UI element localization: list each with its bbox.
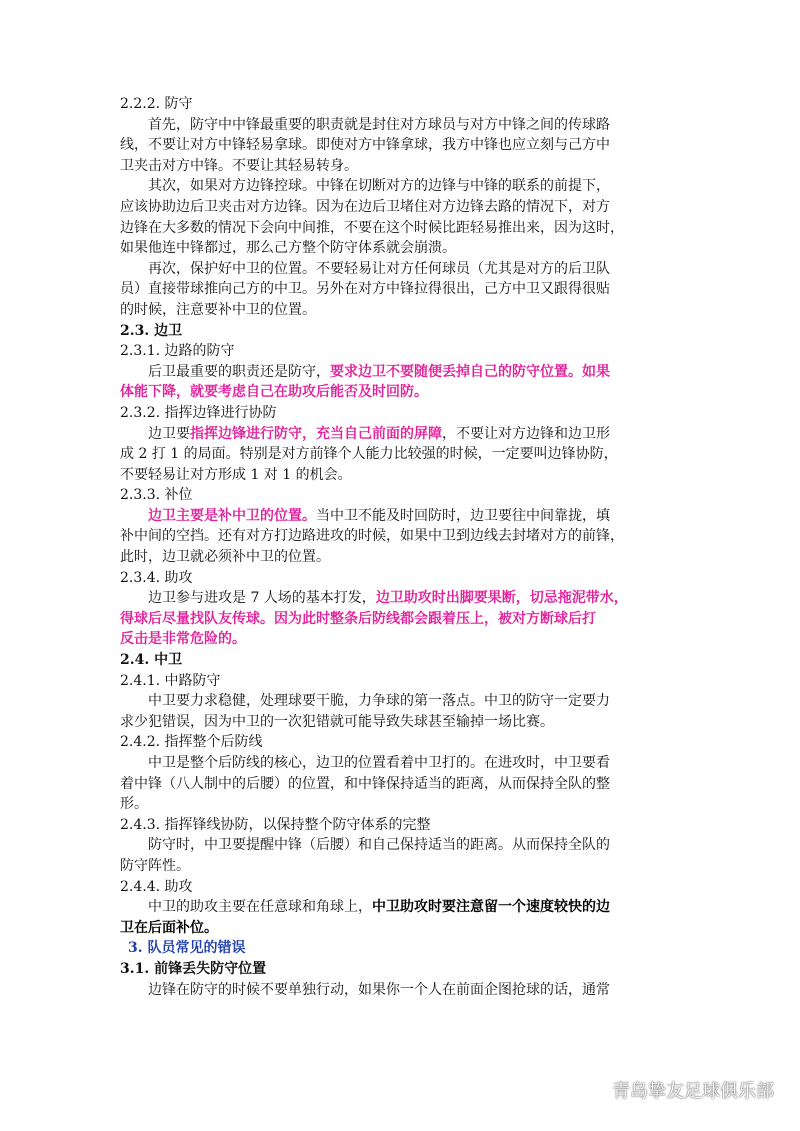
text-segment: 边锋在大多数的情况下会向中间推，不要在这个时候比距轻易推出来，因为这时， <box>120 219 624 236</box>
text-segment: 边锋在防守的时候不要单独行动，如果你一个人在前面企图抢球的话，通常 <box>148 981 610 998</box>
text-line <box>120 815 680 836</box>
text-line <box>120 877 680 898</box>
text-line <box>120 671 680 692</box>
text-segment: 成 2 打 1 的局面。特别是对方前锋个人能力比较强的时候，一定要叫边锋协防， <box>120 446 618 463</box>
text-line <box>120 691 680 712</box>
text-segment: 2.3. 边卫 <box>120 322 183 339</box>
text-line <box>120 403 680 424</box>
text-line <box>120 774 680 795</box>
text-segment: 边卫参与进攻是 7 人场的基本打发， <box>148 590 376 607</box>
text-line <box>120 897 680 918</box>
text-segment: 3. 队员常见的错误 <box>128 940 246 957</box>
text-line <box>120 279 680 300</box>
text-segment: 后卫最重要的职责还是防守， <box>148 363 330 380</box>
text-line <box>120 732 680 753</box>
text-segment: 2.4. 中卫 <box>120 652 183 669</box>
text-segment: 形。 <box>120 796 148 813</box>
text-segment: 中卫是整个后防线的核心，边卫的位置看着中卫打的。在进攻时，中卫要看 <box>148 755 610 771</box>
text-segment: 线，不要让对方中锋轻易拿球。即使对方中锋拿球，我方中锋也应立刻与己方中 <box>120 137 610 154</box>
highlighted-text: 边卫主要是补中卫的位置。 <box>148 507 316 524</box>
text-line <box>120 362 680 383</box>
watermark <box>584 1077 774 1103</box>
text-line <box>120 135 680 156</box>
text-segment: 2.3.2. 指挥边锋进行协防 <box>120 404 277 421</box>
text-segment: 2.4.3. 指挥锋线协防，以保持整个防守体系的完整 <box>120 816 431 833</box>
highlighted-text: 反击是非常危险的。 <box>120 631 246 648</box>
text-line <box>120 712 680 733</box>
text-segment: 中卫的助攻主要在任意球和角球上， <box>148 899 372 916</box>
text-line <box>120 382 680 403</box>
text-segment: 此时，边卫就必须补中卫的位置。 <box>120 549 330 566</box>
bold-text: 卫在后面补位。 <box>120 919 218 936</box>
text-segment: 2.4.4. 助攻 <box>120 878 193 895</box>
text-line <box>120 94 680 115</box>
text-line <box>120 341 680 362</box>
text-segment: 2.4.2. 指挥整个后防线 <box>120 734 263 751</box>
text-line <box>120 938 680 959</box>
text-line <box>120 753 680 774</box>
text-segment: 首先，防守中中锋最重要的职责就是封住对方球员与对方中锋之间的传球路 <box>148 116 610 133</box>
text-line <box>120 115 680 136</box>
text-line <box>120 918 680 939</box>
text-segment: 中卫要力求稳健，处理球要干脆，力争球的第一落点。中卫的防守一定要力 <box>148 693 610 710</box>
text-segment: 防守阵性。 <box>120 857 190 874</box>
text-segment: 其次，如果对方边锋控球。中锋在切断对方的边锋与中锋的联系的前提下， <box>148 178 610 195</box>
text-segment: 卫夹击对方中锋。不要让其轻易转身。 <box>120 157 358 174</box>
text-segment: 2.3.4. 助攻 <box>120 569 193 586</box>
text-segment: 3.1. 前锋丢失防守位置 <box>120 960 267 977</box>
text-line <box>120 835 680 856</box>
text-line <box>120 197 680 218</box>
text-line <box>120 444 680 465</box>
text-line <box>120 176 680 197</box>
text-segment: 的时候，注意要补中卫的位置。 <box>120 301 316 318</box>
text-segment: 防守时，中卫要提醒中锋（后腰）和自己保持适当的距离。从而保持全队的 <box>148 837 610 854</box>
text-line <box>120 259 680 280</box>
highlighted-text: 指挥边锋进行防守，充当自己前面的屏障 <box>190 425 442 442</box>
text-line <box>120 650 680 671</box>
highlighted-text: 得球后尽量找队友传球。因为此时整条后防线都会跟着压上，被对方断球后打 <box>120 610 596 627</box>
text-line <box>120 321 680 342</box>
text-segment: 当中卫不能及时回防时，边卫要往中间靠拢，填 <box>316 507 610 524</box>
bold-text: 中卫助攻时要注意留一个速度较快的边 <box>372 899 610 916</box>
text-line <box>120 547 680 568</box>
text-segment: 如果他连中锋都过，那么己方整个防守体系就会崩溃。 <box>120 240 456 257</box>
text-segment: 2.3.3. 补位 <box>120 487 193 504</box>
text-segment: 2.4.1. 中路防守 <box>120 672 221 689</box>
text-segment: 2.3.1. 边路的防守 <box>120 343 235 360</box>
text-segment: 2.2.2. 防守 <box>120 96 193 112</box>
text-segment: 边卫要 <box>148 425 190 442</box>
highlighted-text: 边卫助攻时出脚要果断，切忌拖泥带水， <box>375 590 628 607</box>
text-line <box>120 238 680 259</box>
text-segment: 补中间的空挡。还有对方打边路进攻的时候，如果中卫到边线去封堵对方的前锋， <box>120 528 624 545</box>
text-line <box>120 980 680 1001</box>
text-line <box>120 609 680 630</box>
text-line <box>120 856 680 877</box>
text-segment: 不要轻易让对方形成 1 对 1 的机会。 <box>120 466 352 483</box>
text-segment: 再次，保护好中卫的位置。不要轻易让对方任何球员（尤其是对方的后卫队 <box>148 260 610 277</box>
text-line <box>120 794 680 815</box>
text-line <box>120 156 680 177</box>
text-line <box>120 629 680 650</box>
text-line <box>120 485 680 506</box>
highlighted-text: 要求边卫不要随便丢掉自己的防守位置。如果 <box>330 363 610 380</box>
text-line <box>120 465 680 486</box>
text-line <box>120 218 680 239</box>
document-body <box>120 94 680 1000</box>
text-line <box>120 506 680 527</box>
highlighted-text: 体能下降，就要考虑自己在助攻后能否及时回防。 <box>120 384 428 401</box>
watermark-text: 青岛挚友足球俱乐部 <box>612 1081 774 1102</box>
text-line <box>120 300 680 321</box>
text-line <box>120 959 680 980</box>
text-line <box>120 588 680 609</box>
text-line <box>120 424 680 445</box>
text-segment: 求少犯错误，因为中卫的一次犯错就可能导致失球甚至输掉一场比赛。 <box>120 713 554 730</box>
text-segment: 着中锋（八人制中的后腰）的位置，和中锋保持适当的距离，从而保持全队的整 <box>120 775 610 792</box>
text-segment: ，不要让对方边锋和边卫形 <box>442 425 610 442</box>
text-segment: 应该协助边后卫夹击对方边锋。因为在边后卫堵住对方边锋去路的情况下，对方 <box>120 198 610 215</box>
text-segment: 员）直接带球推向己方的中卫。另外在对方中锋拉得很出，己方中卫又跟得很贴 <box>120 281 610 298</box>
wechat-icon <box>584 1080 606 1100</box>
text-line <box>120 526 680 547</box>
text-line <box>120 568 680 589</box>
